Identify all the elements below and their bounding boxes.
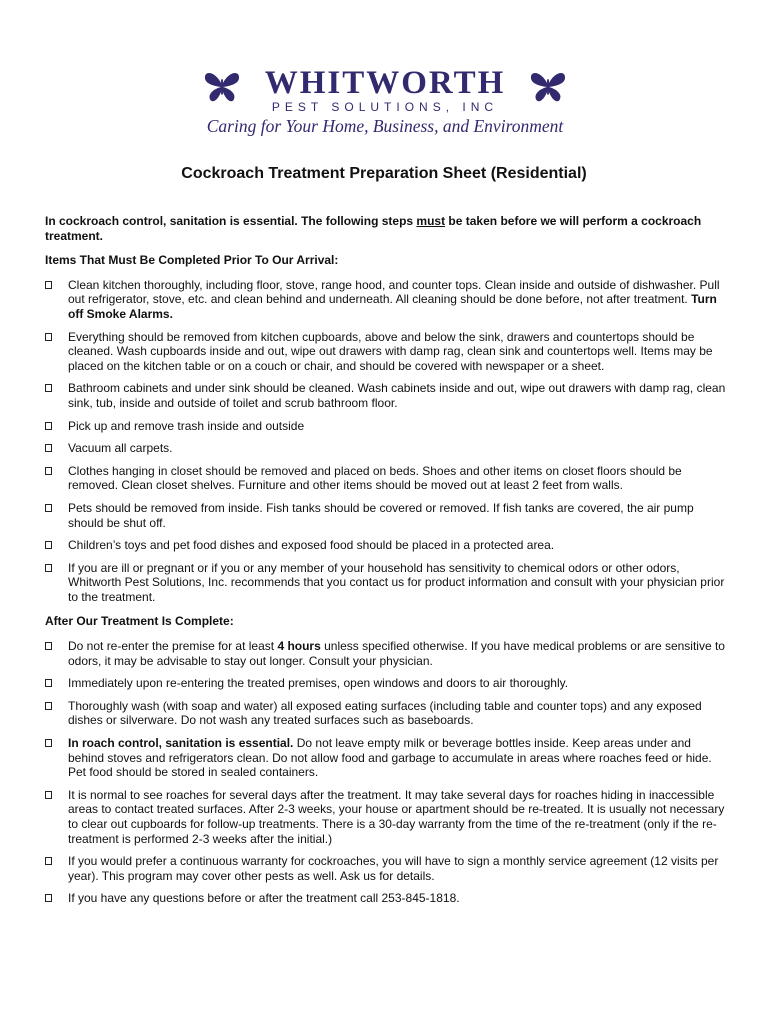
checkbox-icon (45, 281, 52, 289)
checkbox-icon (45, 333, 52, 341)
intro-text-end: be taken before we will perform a cockroach treatment. (45, 214, 702, 243)
after-heading: After Our Treatment Is Complete: (45, 614, 234, 629)
intro-paragraph (45, 214, 730, 243)
checkbox-icon (45, 422, 52, 430)
item-bold: In roach control, sanitation is essential. (68, 736, 294, 751)
item-text: Bathroom cabinets and under sink should be cleaned. Wash cabinets inside and out, wipe out drawers with damp rag, clean sink, tub, inside and outside of toilet and scrub bathroom floor. (68, 381, 726, 410)
logo-brand: WHITWORTH (264, 65, 506, 101)
logo-tagline: Caring for Your Home, Business, and Environment (206, 116, 564, 136)
list-item (45, 464, 730, 493)
list-item (45, 381, 730, 410)
list-item (45, 736, 730, 780)
checkbox-icon (45, 894, 52, 902)
logo-subtitle: PEST SOLUTIONS, INC (271, 100, 499, 114)
item-text: Clean kitchen thoroughly, including floor, stove, range hood, and counter tops. Clean inside and outside of dishwasher. Pull out refrigerator, stove, etc. and clean behind and underneath. All cleaning should be done before, not after treatment. (68, 277, 720, 307)
item-text: Do not re-enter the premise for at least (68, 639, 278, 654)
company-logo (195, 62, 575, 142)
list-item (45, 538, 730, 553)
item-text-end: unless specified otherwise. If you have medical problems or are sensitive to odors, it may be advisable to stay out longer. Consult your physician. (68, 639, 725, 668)
list-item (45, 699, 730, 728)
checkbox-icon (45, 739, 52, 747)
checkbox-icon (45, 857, 52, 865)
item-text: Thoroughly wash (with soap and water) all exposed eating surfaces (including table and counter tops) and any exposed dishes or silverware. Do not wash any treated surfaces such as baseboards. (68, 698, 702, 728)
checkbox-icon (45, 467, 52, 475)
list-item (45, 278, 730, 322)
checkbox-icon (45, 564, 52, 572)
list-item (45, 501, 730, 530)
item-text: Children’s toys and pet food dishes and exposed food should be placed in a protected area. (68, 538, 555, 553)
item-text: It is normal to see roaches for several days after the treatment. It may take several days for roaches hiding in inaccessible areas to contact treated surfaces. After 2-3 weeks, your house or apartment should be re-treated. It is usually not necessary to clear out cupboards for follow-up treatments. There is a 30-day warranty from the time of the re-treatment (only if the re-treatment is performed 2-3 weeks after the initial.) (68, 787, 725, 846)
checkbox-icon (45, 541, 52, 549)
checkbox-icon (45, 791, 52, 799)
list-item (45, 676, 730, 691)
item-text: Pets should be removed from inside. Fish tanks should be covered or removed. If fish tanks are covered, the air pump should be shut off. (68, 500, 694, 530)
item-text: If you would prefer a continuous warranty for cockroaches, you will have to sign a monthly service agreement (12 visits per year). This program may cover other pests as well. Ask us for details. (68, 854, 719, 883)
page-title: Cockroach Treatment Preparation Sheet (Residential) (181, 165, 587, 182)
list-item (45, 639, 730, 668)
item-text: Pick up and remove trash inside and outside (68, 418, 305, 433)
document-body (45, 214, 730, 914)
after-list (45, 639, 730, 906)
intro-text: In cockroach control, sanitation is essential. The following steps (45, 214, 417, 228)
item-text: If you have any questions before or after the treatment call 253-845-1818. (68, 891, 460, 906)
list-item (45, 854, 730, 883)
checkbox-icon (45, 702, 52, 710)
butterfly-icon (203, 68, 241, 104)
item-text: Vacuum all carpets. (68, 441, 173, 456)
list-item (45, 788, 730, 846)
item-text: Clothes hanging in closet should be removed and placed on beds. Shoes and other items on closet floors should be removed. Clean closet shelves. Furniture and other items should be moved out at least 2 feet from walls. (68, 463, 682, 493)
list-item (45, 561, 730, 605)
intro-must: must (416, 214, 446, 228)
item-text: Immediately upon re-entering the treated premises, open windows and doors to air thoroughly. (68, 676, 569, 691)
item-text: Do not leave empty milk or beverage bottles inside. Keep areas under and behind stoves and refrigerators clean. Do not allow food and garbage to accumulate in areas where roaches feed or hide. Pet food should be stored in sealed containers. (68, 736, 712, 780)
item-text: If you are ill or pregnant or if you or any member of your household has sensitivity to chemical odors or other odors, Whitworth Pest Solutions, Inc. recommends that you contact us for product information and consult with your physician prior to the treatment. (68, 560, 725, 604)
list-item (45, 419, 730, 434)
item-bold: 4 hours (277, 639, 321, 654)
checkbox-icon (45, 504, 52, 512)
before-heading: Items That Must Be Completed Prior To Our Arrival: (45, 253, 339, 268)
list-item (45, 441, 730, 456)
checkbox-icon (45, 444, 52, 452)
before-list (45, 278, 730, 605)
checkbox-icon (45, 384, 52, 392)
item-bold: Turn off Smoke Alarms. (68, 292, 717, 321)
checkbox-icon (45, 679, 52, 687)
list-item (45, 330, 730, 374)
list-item (45, 891, 730, 906)
item-text: Everything should be removed from kitchen cupboards, above and below the sink, drawers and countertops should be cleaned. Wash cupboards inside and out, wipe out drawers with damp rag, clean sink and countertops well. Items may be placed on the kitchen table or on a couch or chair, and should be covered with newspaper or a sheet. (68, 329, 713, 373)
butterfly-icon (529, 68, 567, 104)
checkbox-icon (45, 642, 52, 650)
